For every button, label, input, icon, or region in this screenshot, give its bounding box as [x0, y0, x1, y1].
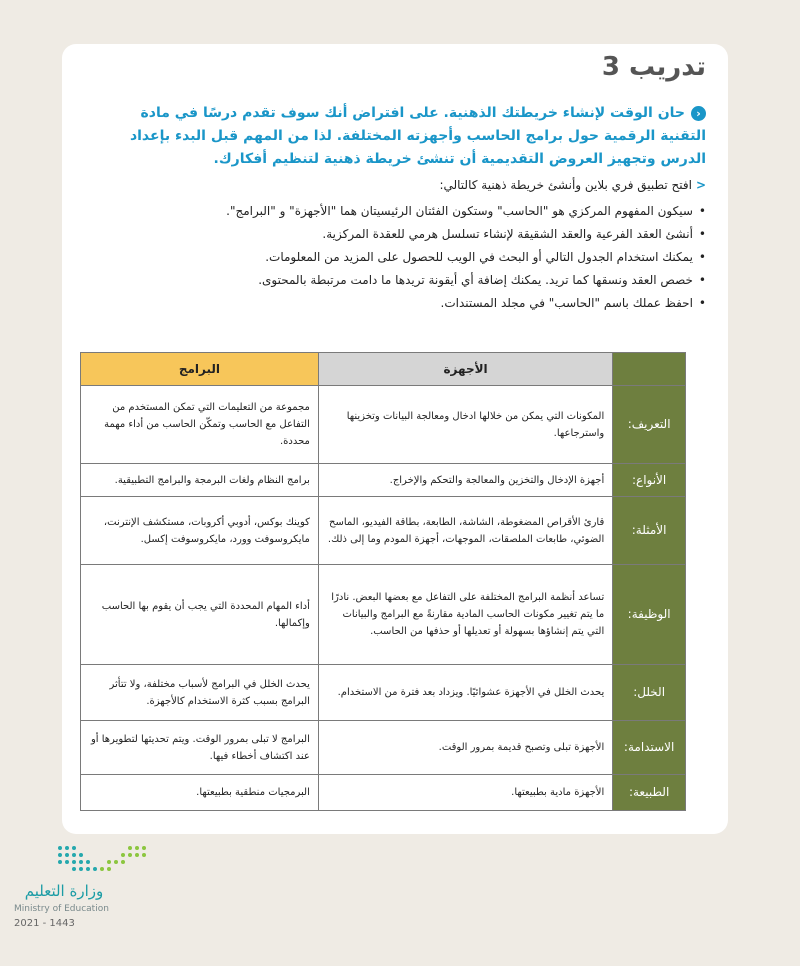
- intro-paragraph: [96, 102, 706, 171]
- hardware-cell: الأجهزة مادية بطبيعتها.: [318, 775, 612, 811]
- hardware-header: الأجهزة: [318, 353, 612, 386]
- row-label: الوظيفة:: [613, 565, 686, 665]
- row-label: التعريف:: [613, 386, 686, 464]
- table-header-row: [81, 353, 686, 386]
- table-row: [81, 775, 686, 811]
- exercise-card: [62, 44, 728, 834]
- row-label: الاستدامة:: [613, 721, 686, 775]
- table-row: [81, 386, 686, 464]
- page-title: تدريب 3: [601, 52, 706, 82]
- ministry-dots-icon: [54, 842, 154, 876]
- software-cell: مجموعة من التعليمات التي تمكن المستخدم من التفاعل مع الحاسب وتمكّن الحاسب من أداء مهمة محددة.: [81, 386, 319, 464]
- software-cell: كوينك بوكس، أدوبي أكروبات، مستكشف الإنترنت، مايكروسوفت وورد، مايكروسوفت إكسل.: [81, 497, 319, 565]
- comparison-table: [80, 352, 686, 811]
- hardware-cell: أجهزة الإدخال والتخزين والمعالجة والتحكم والإخراج.: [318, 464, 612, 497]
- chevron-left-icon: ‹: [691, 106, 706, 121]
- ministry-name-arabic: وزارة التعليم: [24, 882, 104, 900]
- table-row: [81, 464, 686, 497]
- software-cell: البرامج لا تبلى بمرور الوقت. ويتم تحديثها لتطويرها أو عند اكتشاف أخطاء فيها.: [81, 721, 319, 775]
- lead-instruction: [96, 178, 706, 192]
- list-item: • أنشئ العقد الفرعية والعقد الشقيقة لإنشاء تسلسل هرمي للعقدة المركزية.: [106, 223, 706, 246]
- software-header: البرامج: [81, 353, 319, 386]
- table-row: [81, 721, 686, 775]
- hardware-cell: تساعد أنظمة البرامج المختلفة على التفاعل مع بعضها البعض. نادرًا ما يتم تغيير مكونات الحاسب المادية مقارنةً مع البرامج والبيانات التي يتم إنشاؤها بسهولة أو تعديلها أو حذفها من الحاسب.: [318, 565, 612, 665]
- hardware-cell: يحدث الخلل في الأجهزة عشوائيًا. ويزداد بعد فترة من الاستخدام.: [318, 665, 612, 721]
- hardware-cell: قارئ الأقراص المضغوطة، الشاشة، الطابعة، بطاقة الفيديو، الماسح الضوئي، طابعات الملصقات، الموجهات، أجهزة المودم وما إلى ذلك.: [318, 497, 612, 565]
- ministry-logo: [14, 842, 174, 942]
- lead-text: افتح تطبيق فري بلاين وأنشئ خريطة ذهنية كالتالي:: [439, 178, 692, 192]
- row-label: الخلل:: [613, 665, 686, 721]
- table-corner-cell: [613, 353, 686, 386]
- instruction-list: [106, 200, 706, 315]
- list-item: • احفظ عملك باسم "الحاسب" في مجلد المستندات.: [106, 292, 706, 315]
- row-label: الأمثلة:: [613, 497, 686, 565]
- hardware-cell: الأجهزة تبلى وتصبح قديمة بمرور الوقت.: [318, 721, 612, 775]
- ministry-name-english: Ministry of Education: [14, 904, 109, 914]
- table-row: [81, 497, 686, 565]
- software-cell: برامج النظام ولغات البرمجة والبرامج التطبيقية.: [81, 464, 319, 497]
- row-label: الأنواع:: [613, 464, 686, 497]
- list-item: • سيكون المفهوم المركزي هو "الحاسب" وستكون الفئتان الرئيسيتان هما "الأجهزة" و "البرامج".: [106, 200, 706, 223]
- list-item: • خصص العقد ونسقها كما تريد. يمكنك إضافة أي أيقونة تريدها ما دامت مرتبطة بالمحتوى.: [106, 269, 706, 292]
- edition-year: 2021 - 1443: [14, 918, 75, 929]
- software-cell: يحدث الخلل في البرامج لأسباب مختلفة، ولا تتأثر البرامج بسبب كثرة الاستخدام كالأجهزة.: [81, 665, 319, 721]
- intro-text: حان الوقت لإنشاء خريطتك الذهنية. على افتراض أنك سوف تقدم درسًا في مادة التقنية الرقمية حول برامج الحاسب وأجهزته المختلفة. لذا من المهم قبل البدء بإعداد الدرس وتجهيز العروض التقديمية أن تنشئ خريطة ذهنية لتنظيم أفكارك.: [129, 105, 706, 167]
- software-cell: أداء المهام المحددة التي يجب أن يقوم بها الحاسب وإكمالها.: [81, 565, 319, 665]
- software-cell: البرمجيات منطقية بطبيعتها.: [81, 775, 319, 811]
- arrow-icon: <: [695, 178, 706, 192]
- row-label: الطبيعة:: [613, 775, 686, 811]
- table-row: [81, 665, 686, 721]
- table-row: [81, 565, 686, 665]
- list-item: • يمكنك استخدام الجدول التالي أو البحث في الويب للحصول على المزيد من المعلومات.: [106, 246, 706, 269]
- hardware-cell: المكونات التي يمكن من خلالها ادخال ومعالجة البيانات وتخزينها واسترجاعها.: [318, 386, 612, 464]
